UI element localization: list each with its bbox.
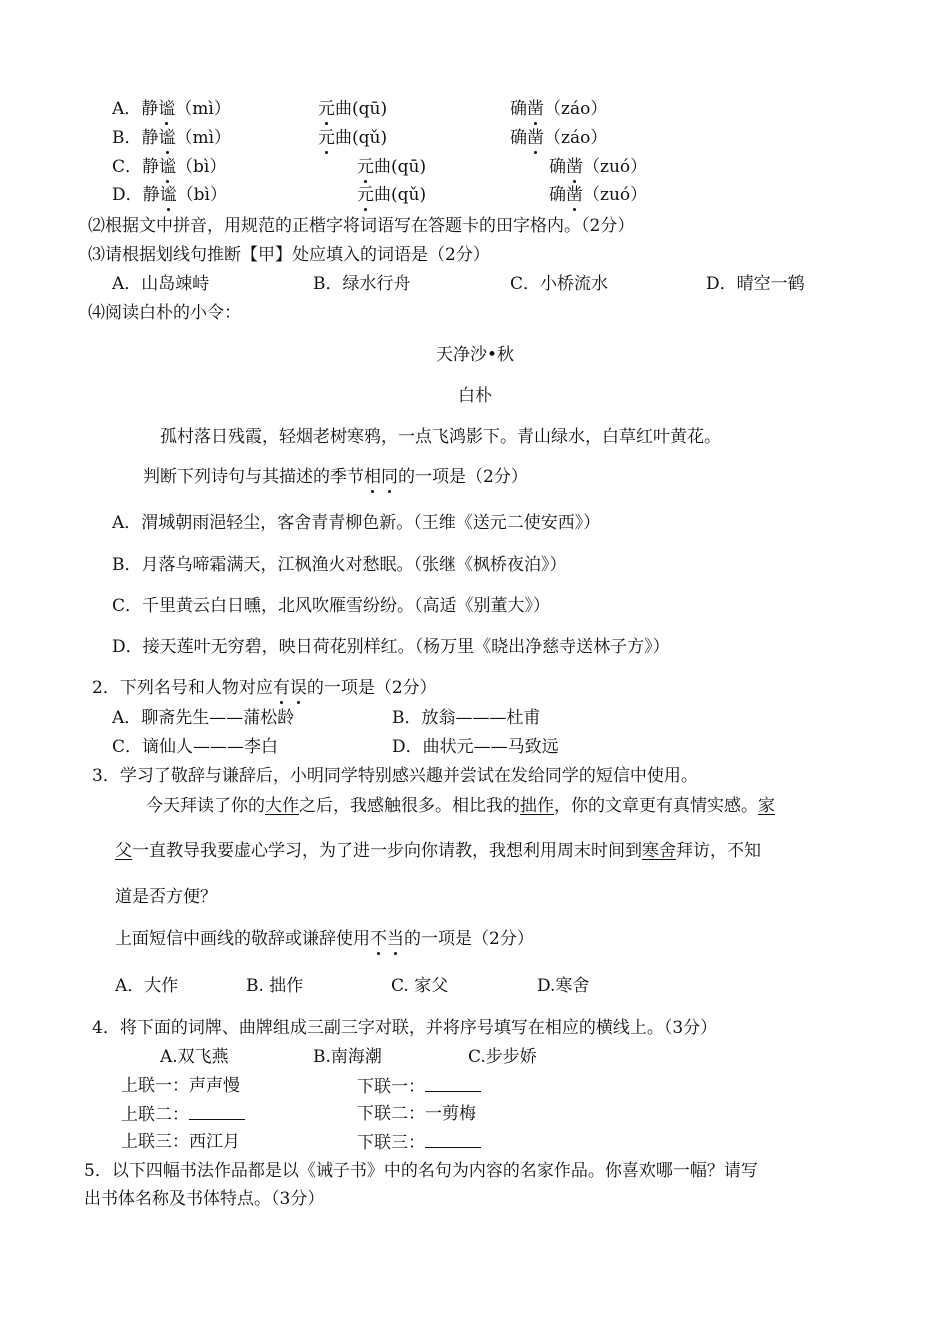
message-text: 之后，我感触很多。相比我的 bbox=[299, 796, 520, 816]
couplet-label: 下联二： bbox=[357, 1104, 425, 1124]
q3-message-line3: 道是否方便？ bbox=[115, 887, 217, 907]
pinyin: （záo） bbox=[544, 99, 608, 119]
q3-option-c: C. 家父 bbox=[391, 976, 449, 996]
word-char: 曲 bbox=[374, 157, 391, 177]
option-label: C． bbox=[112, 157, 143, 177]
question-text: 的一项是（2分） bbox=[398, 467, 528, 487]
dotted-char: 元 bbox=[318, 99, 335, 119]
q1-1-option-c-word3 bbox=[549, 156, 647, 178]
q3-option-b: B. 拙作 bbox=[246, 976, 304, 996]
dotted-char: 谧 bbox=[158, 99, 176, 119]
dotted-char: 元 bbox=[357, 185, 374, 205]
dotted-char: 不 bbox=[370, 929, 387, 949]
message-text: 今天拜读了你的 bbox=[146, 796, 265, 816]
q1-1-option-c-word2 bbox=[357, 156, 426, 178]
q1-4-option-a: A．渭城朝雨浥轻尘，客舍青青柳色新。（王维《送元二使安西》） bbox=[112, 513, 601, 533]
couplet-down-1 bbox=[357, 1075, 481, 1098]
pinyin: （záo） bbox=[544, 128, 608, 148]
word-char: 曲 bbox=[335, 99, 352, 119]
word-char: 曲 bbox=[374, 185, 391, 205]
q2-option-b: B．放翁———杜甫 bbox=[392, 708, 541, 728]
q3-message-line2 bbox=[115, 840, 761, 862]
dotted-char: 谧 bbox=[158, 128, 176, 148]
q1-1-option-b-word3 bbox=[510, 127, 607, 149]
dotted-char: 误 bbox=[289, 678, 307, 698]
q1-3-option-d: D．晴空一鹤 bbox=[706, 274, 805, 294]
q4-choice-a: A.双飞燕 bbox=[160, 1047, 229, 1067]
answer-blank[interactable] bbox=[425, 1131, 481, 1148]
couplet-up-1 bbox=[121, 1075, 240, 1097]
q1-4-option-c: C．千里黄云白日曛，北风吹雁雪纷纷。（高适《别董大》） bbox=[112, 596, 551, 616]
pinyin: （mì） bbox=[175, 99, 231, 119]
pinyin: (qū) bbox=[352, 99, 388, 119]
word-char: 确 bbox=[510, 128, 527, 148]
q1-2-stem: ⑵根据文中拼音，用规范的正楷字将词语写在答题卡的田字格内。（2分） bbox=[88, 216, 635, 236]
q4-choice-b: B.南海潮 bbox=[313, 1047, 382, 1067]
q3-message-line1 bbox=[146, 795, 775, 817]
option-label: D． bbox=[112, 185, 143, 205]
q1-1-option-b-word2 bbox=[318, 127, 387, 149]
dotted-char: 凿 bbox=[527, 99, 544, 119]
q3-option-a: A．大作 bbox=[115, 976, 179, 996]
couplet-down-2 bbox=[357, 1103, 476, 1125]
word-char: 静 bbox=[141, 128, 159, 148]
q5-stem-line2: 出书体名称及书体特点。（3分） bbox=[84, 1189, 325, 1209]
q1-1-option-a bbox=[112, 98, 231, 120]
couplet-label: 下联一： bbox=[357, 1077, 425, 1097]
q1-1-option-b bbox=[112, 127, 231, 149]
pinyin: （zuó） bbox=[583, 185, 648, 205]
dotted-char: 凿 bbox=[566, 157, 583, 177]
dotted-char: 同 bbox=[381, 467, 398, 487]
q2-stem bbox=[92, 677, 437, 699]
answer-blank[interactable] bbox=[425, 1075, 481, 1092]
couplet-label: 上联二： bbox=[121, 1105, 189, 1125]
q1-1-option-d-word2 bbox=[357, 184, 426, 206]
underlined-word: 拙作 bbox=[520, 796, 554, 816]
pinyin: (qǔ) bbox=[352, 128, 388, 148]
question-text: 的一项是（2分） bbox=[404, 929, 534, 949]
message-text: 一直教导我要虚心学习，为了进一步向你请教，我想利用周末时间到 bbox=[132, 841, 642, 861]
word-char: 确 bbox=[510, 99, 527, 119]
poem-author: 白朴 bbox=[458, 386, 492, 406]
option-label: B． bbox=[112, 128, 142, 148]
q1-4-option-d: D．接天莲叶无穷碧，映日荷花别样红。（杨万里《晓出净慈寺送林子方》） bbox=[112, 637, 670, 657]
pinyin: (qǔ) bbox=[391, 185, 427, 205]
couplet-label: 下联三： bbox=[357, 1133, 425, 1153]
dotted-char: 谧 bbox=[159, 185, 177, 205]
underlined-word: 大作 bbox=[265, 796, 299, 816]
q1-1-option-c bbox=[112, 156, 226, 178]
q3-stem: 3．学习了敬辞与谦辞后，小明同学特别感兴趣并尝试在发给同学的短信中使用。 bbox=[92, 766, 698, 786]
question-text: 上面短信中画线的敬辞或谦辞使用 bbox=[115, 929, 370, 949]
q1-3-option-a: A．山岛竦峙 bbox=[112, 274, 210, 294]
poem-title: 天净沙•秋 bbox=[435, 345, 515, 365]
q3-question bbox=[115, 928, 534, 950]
dotted-char: 凿 bbox=[566, 185, 583, 205]
underlined-word: 父 bbox=[115, 841, 132, 861]
dotted-char: 凿 bbox=[527, 128, 544, 148]
pinyin: (qū) bbox=[391, 157, 427, 177]
q1-3-option-b: B．绿水行舟 bbox=[313, 274, 411, 294]
message-text: ，你的文章更有真情实感。 bbox=[554, 796, 758, 816]
couplet-down-3 bbox=[357, 1131, 481, 1154]
q2-option-c: C．谪仙人———李白 bbox=[112, 737, 279, 757]
couplet-up-2 bbox=[121, 1103, 245, 1126]
answer-blank[interactable] bbox=[189, 1103, 245, 1120]
dotted-char: 谧 bbox=[159, 157, 177, 177]
dotted-char: 有 bbox=[272, 678, 290, 698]
couplet-value: 西江月 bbox=[189, 1132, 240, 1152]
dotted-char: 元 bbox=[357, 157, 374, 177]
underlined-word: 寒舍 bbox=[642, 841, 676, 861]
q2-option-a: A．聊斋先生——蒲松龄 bbox=[112, 708, 295, 728]
q1-1-option-d bbox=[112, 184, 227, 206]
q1-4-option-b: B．月落乌啼霜满天，江枫渔火对愁眠。（张继《枫桥夜泊》） bbox=[112, 555, 567, 575]
q1-4-question bbox=[143, 466, 528, 488]
couplet-value: 声声慢 bbox=[189, 1076, 240, 1096]
q5-stem-line1: 5．以下四幅书法作品都是以《诫子书》中的名句为内容的名家作品。你喜欢哪一幅？请写 bbox=[84, 1161, 758, 1181]
q1-4-stem: ⑷阅读白朴的小令： bbox=[88, 303, 241, 323]
question-text: 判断下列诗句与其描述的季节 bbox=[143, 467, 364, 487]
word-char: 曲 bbox=[335, 128, 352, 148]
word-char: 确 bbox=[549, 157, 566, 177]
pinyin: （zuó） bbox=[583, 157, 648, 177]
dotted-char: 当 bbox=[387, 929, 404, 949]
word-char: 确 bbox=[549, 185, 566, 205]
pinyin: （mì） bbox=[175, 128, 232, 148]
option-label: A． bbox=[112, 99, 142, 119]
q1-1-option-d-word3 bbox=[549, 184, 647, 206]
q4-stem: 4．将下面的词牌、曲牌组成三副三字对联，并将序号填写在相应的横线上。（3分） bbox=[92, 1018, 718, 1038]
couplet-label: 上联三： bbox=[121, 1132, 189, 1152]
word-char: 静 bbox=[142, 157, 160, 177]
dotted-char: 元 bbox=[318, 128, 335, 148]
q1-1-option-a-word3 bbox=[510, 98, 607, 120]
pinyin: （bì） bbox=[176, 185, 227, 205]
pinyin: （bì） bbox=[176, 157, 227, 177]
underlined-word: 家 bbox=[758, 796, 775, 816]
couplet-value: 一剪梅 bbox=[425, 1104, 476, 1124]
question-text: 的一项是（2分） bbox=[306, 678, 437, 698]
couplet-up-3 bbox=[121, 1131, 240, 1153]
q1-1-option-a-word2 bbox=[318, 98, 387, 120]
word-char: 静 bbox=[142, 185, 160, 205]
q1-3-option-c: C．小桥流水 bbox=[510, 274, 609, 294]
q1-3-stem: ⑶请根据划线句推断【甲】处应填入的词语是（2分） bbox=[88, 245, 490, 265]
poem-body: 孤村落日残霞，轻烟老树寒鸦，一点飞鸿影下。青山绿水，白草红叶黄花。 bbox=[160, 427, 721, 447]
q4-choice-c: C.步步娇 bbox=[468, 1047, 537, 1067]
couplet-label: 上联一： bbox=[121, 1076, 189, 1096]
question-text: 2．下列名号和人物对应 bbox=[92, 678, 273, 698]
dotted-char: 相 bbox=[364, 467, 381, 487]
word-char: 静 bbox=[141, 99, 159, 119]
q3-option-d: D.寒舍 bbox=[537, 976, 590, 996]
message-text: 拜访，不知 bbox=[676, 841, 761, 861]
q2-option-d: D．曲状元——马致远 bbox=[392, 737, 559, 757]
